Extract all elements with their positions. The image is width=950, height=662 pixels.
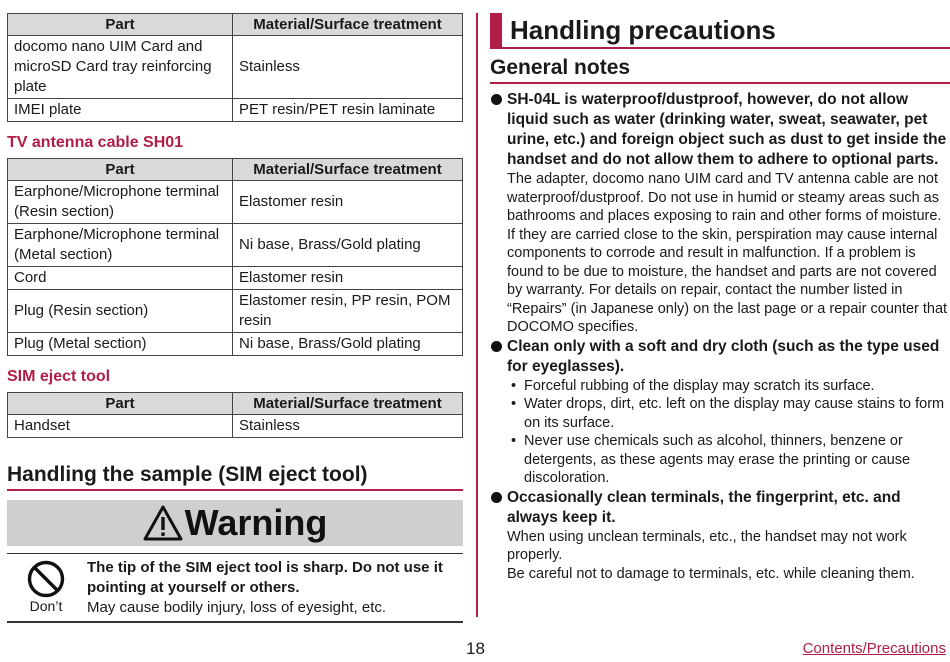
cell-part: Plug (Resin section) xyxy=(8,290,233,333)
table-header-row xyxy=(8,14,463,36)
left-column xyxy=(7,13,463,623)
sub-bullet: • Forceful rubbing of the display may scratch its surface. xyxy=(507,377,950,396)
warning-item xyxy=(7,553,463,623)
table-row xyxy=(8,333,463,356)
handset-parts-table xyxy=(7,13,463,122)
tv-antenna-table xyxy=(7,158,463,356)
cell-part: Plug (Metal section) xyxy=(8,333,233,356)
cell-material: Stainless xyxy=(233,36,463,99)
table-header-row xyxy=(8,393,463,415)
sim-tool-heading: SIM eject tool xyxy=(7,368,111,385)
note-item xyxy=(490,337,950,488)
warning-bold-text: The tip of the SIM eject tool is sharp. Do not use it pointing at yourself or others. xyxy=(87,559,443,596)
header-material: Material/Surface treatment xyxy=(233,14,463,36)
table-row xyxy=(8,267,463,290)
bullet-dot-icon xyxy=(491,94,502,105)
cell-material: Ni base, Brass/Gold plating xyxy=(233,224,463,267)
table-header-row xyxy=(8,159,463,181)
page-number: 18 xyxy=(466,639,485,658)
warning-triangle-icon xyxy=(143,505,183,541)
warning-banner xyxy=(7,500,463,546)
cell-part: IMEI plate xyxy=(8,99,233,122)
cell-part: Cord xyxy=(8,267,233,290)
note-item xyxy=(490,90,950,337)
prohibition-icon xyxy=(27,560,65,598)
warning-text xyxy=(85,558,463,618)
note-heading: SH-04L is waterproof/dustproof, however, do not allow liquid such as water (drinking water, sweat, seawater, pet urine, etc.) and foreign object such as dust to get inside the handset and do not allow them to adhere to optional parts. xyxy=(507,91,947,168)
bullet-dot-icon xyxy=(491,341,502,352)
right-column xyxy=(490,13,950,583)
cell-part: Earphone/Microphone terminal (Resin section) xyxy=(8,181,233,224)
dont-label: Don’t xyxy=(29,598,63,614)
cell-material: Elastomer resin, PP resin, POM resin xyxy=(233,290,463,333)
cell-part: docomo nano UIM Card and microSD Card tray reinforcing plate xyxy=(8,36,233,99)
sim-tool-table xyxy=(7,392,463,438)
warning-detail-text: May cause bodily injury, loss of eyesight, etc. xyxy=(87,599,387,616)
note-body: Be careful not to damage to terminals, etc. while cleaning them. xyxy=(507,565,915,582)
cell-material: Ni base, Brass/Gold plating xyxy=(233,333,463,356)
table-row xyxy=(8,224,463,267)
cell-part: Handset xyxy=(8,415,233,438)
cell-material: Stainless xyxy=(233,415,463,438)
contents-precautions-link[interactable]: Contents/Precautions xyxy=(802,640,946,657)
header-material: Material/Surface treatment xyxy=(233,159,463,181)
header-part: Part xyxy=(8,159,233,181)
cell-material: PET resin/PET resin laminate xyxy=(233,99,463,122)
note-heading: Occasionally clean terminals, the fingerprint, etc. and always keep it. xyxy=(507,488,901,526)
table-row xyxy=(8,290,463,333)
note-body: When using unclean terminals, etc., the handset may not work properly. xyxy=(507,528,907,563)
header-part: Part xyxy=(8,393,233,415)
cell-material: Elastomer resin xyxy=(233,267,463,290)
page-title: Handling precautions xyxy=(490,13,950,49)
warning-label: Warning xyxy=(184,502,328,543)
table-row xyxy=(8,415,463,438)
note-heading: Clean only with a soft and dry cloth (such as the type used for eyeglasses). xyxy=(507,337,940,375)
tv-antenna-heading: TV antenna cable SH01 xyxy=(7,134,184,151)
header-part: Part xyxy=(8,14,233,36)
note-item xyxy=(490,488,950,584)
header-material: Material/Surface treatment xyxy=(233,393,463,415)
cell-material: Elastomer resin xyxy=(233,181,463,224)
sample-section-title: Handling the sample (SIM eject tool) xyxy=(7,463,463,491)
sub-bullet: • Water drops, dirt, etc. left on the display may cause stains to form on its surface. xyxy=(507,395,950,432)
sub-bullet-list xyxy=(507,377,950,488)
dont-indicator xyxy=(7,558,85,618)
sub-bullet: • Never use chemicals such as alcohol, thinners, benzene or detergents, as these agents may erase the printing or cause discoloration. xyxy=(507,432,950,488)
bullet-dot-icon xyxy=(491,492,502,503)
cell-part: Earphone/Microphone terminal (Metal section) xyxy=(8,224,233,267)
column-divider xyxy=(476,13,478,617)
table-row xyxy=(8,36,463,99)
table-row xyxy=(8,181,463,224)
notes-list xyxy=(490,90,950,583)
section-title: General notes xyxy=(490,56,950,84)
note-body: The adapter, docomo nano UIM card and TV antenna cable are not waterproof/dustproof. Do not use in humid or steamy areas such as bathrooms and places exposing to rain and other forms of moisture. If they are carried close to the skin, perspiration may cause internal components to corrode and result in malfunction. If a problem is found to be due to moisture, the handset and parts are not covered by warranty. For details on repair, contact the number listed in “Repairs” (in Japanese only) on the last page or a repair counter that DOCOMO specifies. xyxy=(507,171,948,335)
table-row xyxy=(8,99,463,122)
